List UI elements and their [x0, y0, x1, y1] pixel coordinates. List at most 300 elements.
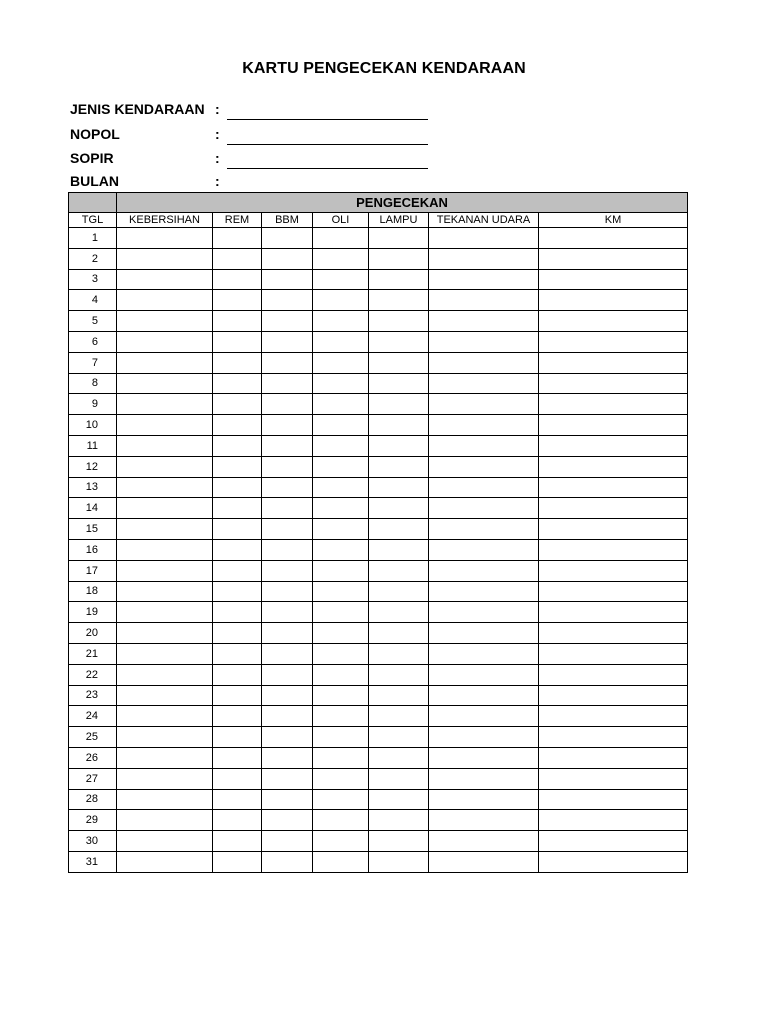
cell-kebersihan[interactable] [117, 539, 213, 560]
cell-kebersihan[interactable] [117, 623, 213, 644]
cell-oli[interactable] [313, 747, 369, 768]
cell-rem[interactable] [213, 664, 262, 685]
cell-kebersihan[interactable] [117, 269, 213, 290]
cell-km[interactable] [539, 789, 688, 810]
table-row [69, 664, 688, 685]
cell-rem[interactable] [213, 228, 262, 249]
cell-oli[interactable] [313, 539, 369, 560]
cell-bbm[interactable] [262, 248, 313, 269]
field-label: SOPIR [70, 150, 114, 166]
day-number: 28 [69, 789, 117, 810]
cell-lampu[interactable] [369, 602, 429, 623]
cell-tekanan-udara[interactable] [429, 269, 539, 290]
cell-kebersihan[interactable] [117, 331, 213, 352]
cell-km[interactable] [539, 747, 688, 768]
table-row [69, 727, 688, 748]
table-row [69, 831, 688, 852]
cell-oli[interactable] [313, 373, 369, 394]
field-colon: : [215, 173, 220, 189]
cell-kebersihan[interactable] [117, 415, 213, 436]
table-row [69, 539, 688, 560]
cell-tekanan-udara[interactable] [429, 331, 539, 352]
table-row [69, 623, 688, 644]
cell-lampu[interactable] [369, 747, 429, 768]
field-colon: : [215, 150, 220, 166]
cell-oli[interactable] [313, 477, 369, 498]
cell-lampu[interactable] [369, 727, 429, 748]
table-row [69, 747, 688, 768]
cell-bbm[interactable] [262, 581, 313, 602]
table-row [69, 789, 688, 810]
day-number: 25 [69, 727, 117, 748]
cell-bbm[interactable] [262, 831, 313, 852]
cell-oli[interactable] [313, 560, 369, 581]
field-colon: : [215, 101, 220, 117]
cell-km[interactable] [539, 581, 688, 602]
cell-km[interactable] [539, 519, 688, 540]
cell-km[interactable] [539, 685, 688, 706]
cell-bbm[interactable] [262, 539, 313, 560]
cell-bbm[interactable] [262, 373, 313, 394]
day-number: 17 [69, 560, 117, 581]
cell-lampu[interactable] [369, 706, 429, 727]
cell-bbm[interactable] [262, 394, 313, 415]
cell-kebersihan[interactable] [117, 851, 213, 872]
cell-kebersihan[interactable] [117, 831, 213, 852]
cell-bbm[interactable] [262, 352, 313, 373]
cell-oli[interactable] [313, 248, 369, 269]
cell-lampu[interactable] [369, 851, 429, 872]
cell-rem[interactable] [213, 831, 262, 852]
cell-rem[interactable] [213, 519, 262, 540]
cell-oli[interactable] [313, 269, 369, 290]
cell-lampu[interactable] [369, 394, 429, 415]
cell-lampu[interactable] [369, 415, 429, 436]
cell-kebersihan[interactable] [117, 435, 213, 456]
cell-tekanan-udara[interactable] [429, 768, 539, 789]
cell-rem[interactable] [213, 477, 262, 498]
document-title: KARTU PENGECEKAN KENDARAAN [242, 60, 526, 77]
cell-rem[interactable] [213, 851, 262, 872]
day-number: 8 [69, 373, 117, 394]
table-row [69, 311, 688, 332]
cell-oli[interactable] [313, 727, 369, 748]
cell-rem[interactable] [213, 602, 262, 623]
cell-km[interactable] [539, 394, 688, 415]
cell-km[interactable] [539, 352, 688, 373]
cell-kebersihan[interactable] [117, 228, 213, 249]
cell-bbm[interactable] [262, 331, 313, 352]
day-number: 15 [69, 519, 117, 540]
cell-oli[interactable] [313, 498, 369, 519]
column-header-km: KM [539, 213, 688, 228]
group-header-row [69, 193, 688, 213]
cell-tekanan-udara[interactable] [429, 311, 539, 332]
cell-km[interactable] [539, 290, 688, 311]
cell-tekanan-udara[interactable] [429, 290, 539, 311]
cell-bbm[interactable] [262, 560, 313, 581]
cell-kebersihan[interactable] [117, 290, 213, 311]
cell-tekanan-udara[interactable] [429, 831, 539, 852]
cell-lampu[interactable] [369, 623, 429, 644]
cell-bbm[interactable] [262, 269, 313, 290]
cell-kebersihan[interactable] [117, 643, 213, 664]
day-number: 31 [69, 851, 117, 872]
cell-rem[interactable] [213, 643, 262, 664]
cell-lampu[interactable] [369, 685, 429, 706]
cell-kebersihan[interactable] [117, 456, 213, 477]
cell-kebersihan[interactable] [117, 664, 213, 685]
cell-tekanan-udara[interactable] [429, 477, 539, 498]
cell-rem[interactable] [213, 394, 262, 415]
table-row [69, 602, 688, 623]
cell-bbm[interactable] [262, 664, 313, 685]
cell-rem[interactable] [213, 706, 262, 727]
group-header-pengecekan: PENGECEKAN [117, 193, 688, 213]
day-number: 11 [69, 435, 117, 456]
day-number: 4 [69, 290, 117, 311]
table-body [69, 228, 688, 873]
field-fill-line[interactable] [227, 144, 428, 145]
day-number: 18 [69, 581, 117, 602]
table-row [69, 228, 688, 249]
cell-lampu[interactable] [369, 789, 429, 810]
cell-oli[interactable] [313, 664, 369, 685]
cell-km[interactable] [539, 664, 688, 685]
cell-tekanan-udara[interactable] [429, 228, 539, 249]
cell-lampu[interactable] [369, 498, 429, 519]
cell-lampu[interactable] [369, 311, 429, 332]
cell-lampu[interactable] [369, 456, 429, 477]
cell-oli[interactable] [313, 331, 369, 352]
table-row [69, 643, 688, 664]
cell-bbm[interactable] [262, 311, 313, 332]
cell-kebersihan[interactable] [117, 727, 213, 748]
table-row [69, 706, 688, 727]
group-header-blank [69, 193, 117, 213]
cell-bbm[interactable] [262, 747, 313, 768]
cell-rem[interactable] [213, 456, 262, 477]
cell-oli[interactable] [313, 851, 369, 872]
cell-km[interactable] [539, 810, 688, 831]
cell-oli[interactable] [313, 623, 369, 644]
cell-rem[interactable] [213, 810, 262, 831]
table-row [69, 581, 688, 602]
day-number: 23 [69, 685, 117, 706]
cell-kebersihan[interactable] [117, 810, 213, 831]
cell-tekanan-udara[interactable] [429, 851, 539, 872]
cell-kebersihan[interactable] [117, 602, 213, 623]
day-number: 14 [69, 498, 117, 519]
table-row [69, 435, 688, 456]
cell-tekanan-udara[interactable] [429, 415, 539, 436]
cell-kebersihan[interactable] [117, 685, 213, 706]
cell-oli[interactable] [313, 415, 369, 436]
table-row [69, 373, 688, 394]
cell-lampu[interactable] [369, 560, 429, 581]
cell-lampu[interactable] [369, 643, 429, 664]
day-number: 22 [69, 664, 117, 685]
cell-bbm[interactable] [262, 851, 313, 872]
column-header-tekanan-udara: TEKANAN UDARA [429, 213, 539, 228]
cell-tekanan-udara[interactable] [429, 727, 539, 748]
cell-km[interactable] [539, 623, 688, 644]
cell-rem[interactable] [213, 415, 262, 436]
cell-tekanan-udara[interactable] [429, 747, 539, 768]
cell-kebersihan[interactable] [117, 498, 213, 519]
cell-lampu[interactable] [369, 290, 429, 311]
cell-lampu[interactable] [369, 248, 429, 269]
cell-km[interactable] [539, 477, 688, 498]
cell-rem[interactable] [213, 373, 262, 394]
cell-bbm[interactable] [262, 623, 313, 644]
cell-km[interactable] [539, 643, 688, 664]
field-colon: : [215, 126, 220, 142]
column-header-kebersihan: KEBERSIHAN [117, 213, 213, 228]
column-header-oli: OLI [313, 213, 369, 228]
cell-bbm[interactable] [262, 789, 313, 810]
cell-lampu[interactable] [369, 768, 429, 789]
cell-oli[interactable] [313, 394, 369, 415]
cell-oli[interactable] [313, 789, 369, 810]
day-number: 10 [69, 415, 117, 436]
cell-tekanan-udara[interactable] [429, 789, 539, 810]
day-number: 3 [69, 269, 117, 290]
cell-rem[interactable] [213, 331, 262, 352]
cell-oli[interactable] [313, 810, 369, 831]
field-fill-line[interactable] [227, 168, 428, 169]
cell-oli[interactable] [313, 685, 369, 706]
table-row [69, 851, 688, 872]
day-number: 1 [69, 228, 117, 249]
cell-oli[interactable] [313, 311, 369, 332]
cell-tekanan-udara[interactable] [429, 560, 539, 581]
cell-oli[interactable] [313, 435, 369, 456]
cell-bbm[interactable] [262, 768, 313, 789]
cell-oli[interactable] [313, 290, 369, 311]
table-row [69, 248, 688, 269]
cell-lampu[interactable] [369, 373, 429, 394]
day-number: 6 [69, 331, 117, 352]
cell-tekanan-udara[interactable] [429, 602, 539, 623]
cell-oli[interactable] [313, 581, 369, 602]
cell-lampu[interactable] [369, 810, 429, 831]
cell-lampu[interactable] [369, 477, 429, 498]
cell-km[interactable] [539, 831, 688, 852]
day-number: 12 [69, 456, 117, 477]
table-row [69, 269, 688, 290]
cell-rem[interactable] [213, 685, 262, 706]
cell-km[interactable] [539, 727, 688, 748]
cell-tekanan-udara[interactable] [429, 643, 539, 664]
cell-km[interactable] [539, 706, 688, 727]
cell-kebersihan[interactable] [117, 311, 213, 332]
cell-tekanan-udara[interactable] [429, 685, 539, 706]
day-number: 9 [69, 394, 117, 415]
cell-km[interactable] [539, 415, 688, 436]
cell-bbm[interactable] [262, 810, 313, 831]
field-fill-line[interactable] [227, 119, 428, 120]
cell-tekanan-udara[interactable] [429, 623, 539, 644]
cell-lampu[interactable] [369, 435, 429, 456]
day-number: 5 [69, 311, 117, 332]
cell-tekanan-udara[interactable] [429, 498, 539, 519]
day-number: 27 [69, 768, 117, 789]
table-row [69, 810, 688, 831]
day-number: 2 [69, 248, 117, 269]
cell-km[interactable] [539, 228, 688, 249]
cell-km[interactable] [539, 248, 688, 269]
cell-kebersihan[interactable] [117, 706, 213, 727]
cell-tekanan-udara[interactable] [429, 664, 539, 685]
cell-lampu[interactable] [369, 581, 429, 602]
cell-km[interactable] [539, 498, 688, 519]
cell-lampu[interactable] [369, 352, 429, 373]
cell-km[interactable] [539, 560, 688, 581]
cell-kebersihan[interactable] [117, 581, 213, 602]
cell-bbm[interactable] [262, 727, 313, 748]
cell-lampu[interactable] [369, 331, 429, 352]
cell-lampu[interactable] [369, 539, 429, 560]
cell-kebersihan[interactable] [117, 519, 213, 540]
cell-kebersihan[interactable] [117, 248, 213, 269]
cell-tekanan-udara[interactable] [429, 394, 539, 415]
cell-bbm[interactable] [262, 228, 313, 249]
cell-bbm[interactable] [262, 685, 313, 706]
cell-rem[interactable] [213, 539, 262, 560]
day-number: 13 [69, 477, 117, 498]
field-label: NOPOL [70, 126, 120, 142]
cell-tekanan-udara[interactable] [429, 519, 539, 540]
table-row [69, 498, 688, 519]
cell-tekanan-udara[interactable] [429, 248, 539, 269]
cell-lampu[interactable] [369, 831, 429, 852]
cell-oli[interactable] [313, 768, 369, 789]
cell-km[interactable] [539, 373, 688, 394]
cell-rem[interactable] [213, 269, 262, 290]
column-header-tgl: TGL [69, 213, 117, 228]
day-number: 21 [69, 643, 117, 664]
column-header-rem: REM [213, 213, 262, 228]
cell-rem[interactable] [213, 248, 262, 269]
cell-tekanan-udara[interactable] [429, 581, 539, 602]
day-number: 30 [69, 831, 117, 852]
table-row [69, 456, 688, 477]
cell-km[interactable] [539, 602, 688, 623]
cell-rem[interactable] [213, 560, 262, 581]
cell-kebersihan[interactable] [117, 747, 213, 768]
cell-oli[interactable] [313, 706, 369, 727]
day-number: 16 [69, 539, 117, 560]
cell-bbm[interactable] [262, 519, 313, 540]
cell-rem[interactable] [213, 435, 262, 456]
cell-km[interactable] [539, 311, 688, 332]
column-header-row [69, 213, 688, 228]
cell-bbm[interactable] [262, 415, 313, 436]
cell-oli[interactable] [313, 228, 369, 249]
cell-bbm[interactable] [262, 477, 313, 498]
cell-tekanan-udara[interactable] [429, 435, 539, 456]
cell-rem[interactable] [213, 290, 262, 311]
cell-kebersihan[interactable] [117, 394, 213, 415]
cell-km[interactable] [539, 331, 688, 352]
cell-bbm[interactable] [262, 498, 313, 519]
cell-bbm[interactable] [262, 602, 313, 623]
cell-rem[interactable] [213, 768, 262, 789]
table-row [69, 477, 688, 498]
cell-bbm[interactable] [262, 706, 313, 727]
cell-lampu[interactable] [369, 519, 429, 540]
cell-tekanan-udara[interactable] [429, 352, 539, 373]
cell-kebersihan[interactable] [117, 768, 213, 789]
table-row [69, 685, 688, 706]
cell-bbm[interactable] [262, 643, 313, 664]
cell-rem[interactable] [213, 747, 262, 768]
table-row [69, 331, 688, 352]
cell-rem[interactable] [213, 727, 262, 748]
cell-lampu[interactable] [369, 664, 429, 685]
table-row [69, 290, 688, 311]
cell-bbm[interactable] [262, 290, 313, 311]
cell-km[interactable] [539, 269, 688, 290]
cell-tekanan-udara[interactable] [429, 706, 539, 727]
cell-rem[interactable] [213, 498, 262, 519]
column-header-bbm: BBM [262, 213, 313, 228]
table-row [69, 352, 688, 373]
day-number: 24 [69, 706, 117, 727]
cell-lampu[interactable] [369, 228, 429, 249]
field-label: BULAN [70, 173, 119, 189]
cell-kebersihan[interactable] [117, 560, 213, 581]
cell-bbm[interactable] [262, 456, 313, 477]
field-label: JENIS KENDARAAN [70, 101, 205, 117]
cell-oli[interactable] [313, 643, 369, 664]
cell-kebersihan[interactable] [117, 352, 213, 373]
table-row [69, 394, 688, 415]
cell-oli[interactable] [313, 519, 369, 540]
cell-tekanan-udara[interactable] [429, 373, 539, 394]
day-number: 19 [69, 602, 117, 623]
cell-oli[interactable] [313, 352, 369, 373]
cell-kebersihan[interactable] [117, 373, 213, 394]
cell-tekanan-udara[interactable] [429, 456, 539, 477]
cell-bbm[interactable] [262, 435, 313, 456]
cell-rem[interactable] [213, 623, 262, 644]
table-row [69, 519, 688, 540]
cell-km[interactable] [539, 456, 688, 477]
cell-oli[interactable] [313, 456, 369, 477]
cell-kebersihan[interactable] [117, 477, 213, 498]
column-header-lampu: LAMPU [369, 213, 429, 228]
cell-oli[interactable] [313, 831, 369, 852]
cell-kebersihan[interactable] [117, 789, 213, 810]
cell-oli[interactable] [313, 602, 369, 623]
cell-tekanan-udara[interactable] [429, 810, 539, 831]
cell-rem[interactable] [213, 789, 262, 810]
cell-tekanan-udara[interactable] [429, 539, 539, 560]
day-number: 7 [69, 352, 117, 373]
cell-km[interactable] [539, 539, 688, 560]
cell-rem[interactable] [213, 352, 262, 373]
cell-rem[interactable] [213, 311, 262, 332]
day-number: 20 [69, 623, 117, 644]
cell-rem[interactable] [213, 581, 262, 602]
table-row [69, 415, 688, 436]
cell-km[interactable] [539, 851, 688, 872]
cell-km[interactable] [539, 435, 688, 456]
cell-km[interactable] [539, 768, 688, 789]
cell-lampu[interactable] [369, 269, 429, 290]
